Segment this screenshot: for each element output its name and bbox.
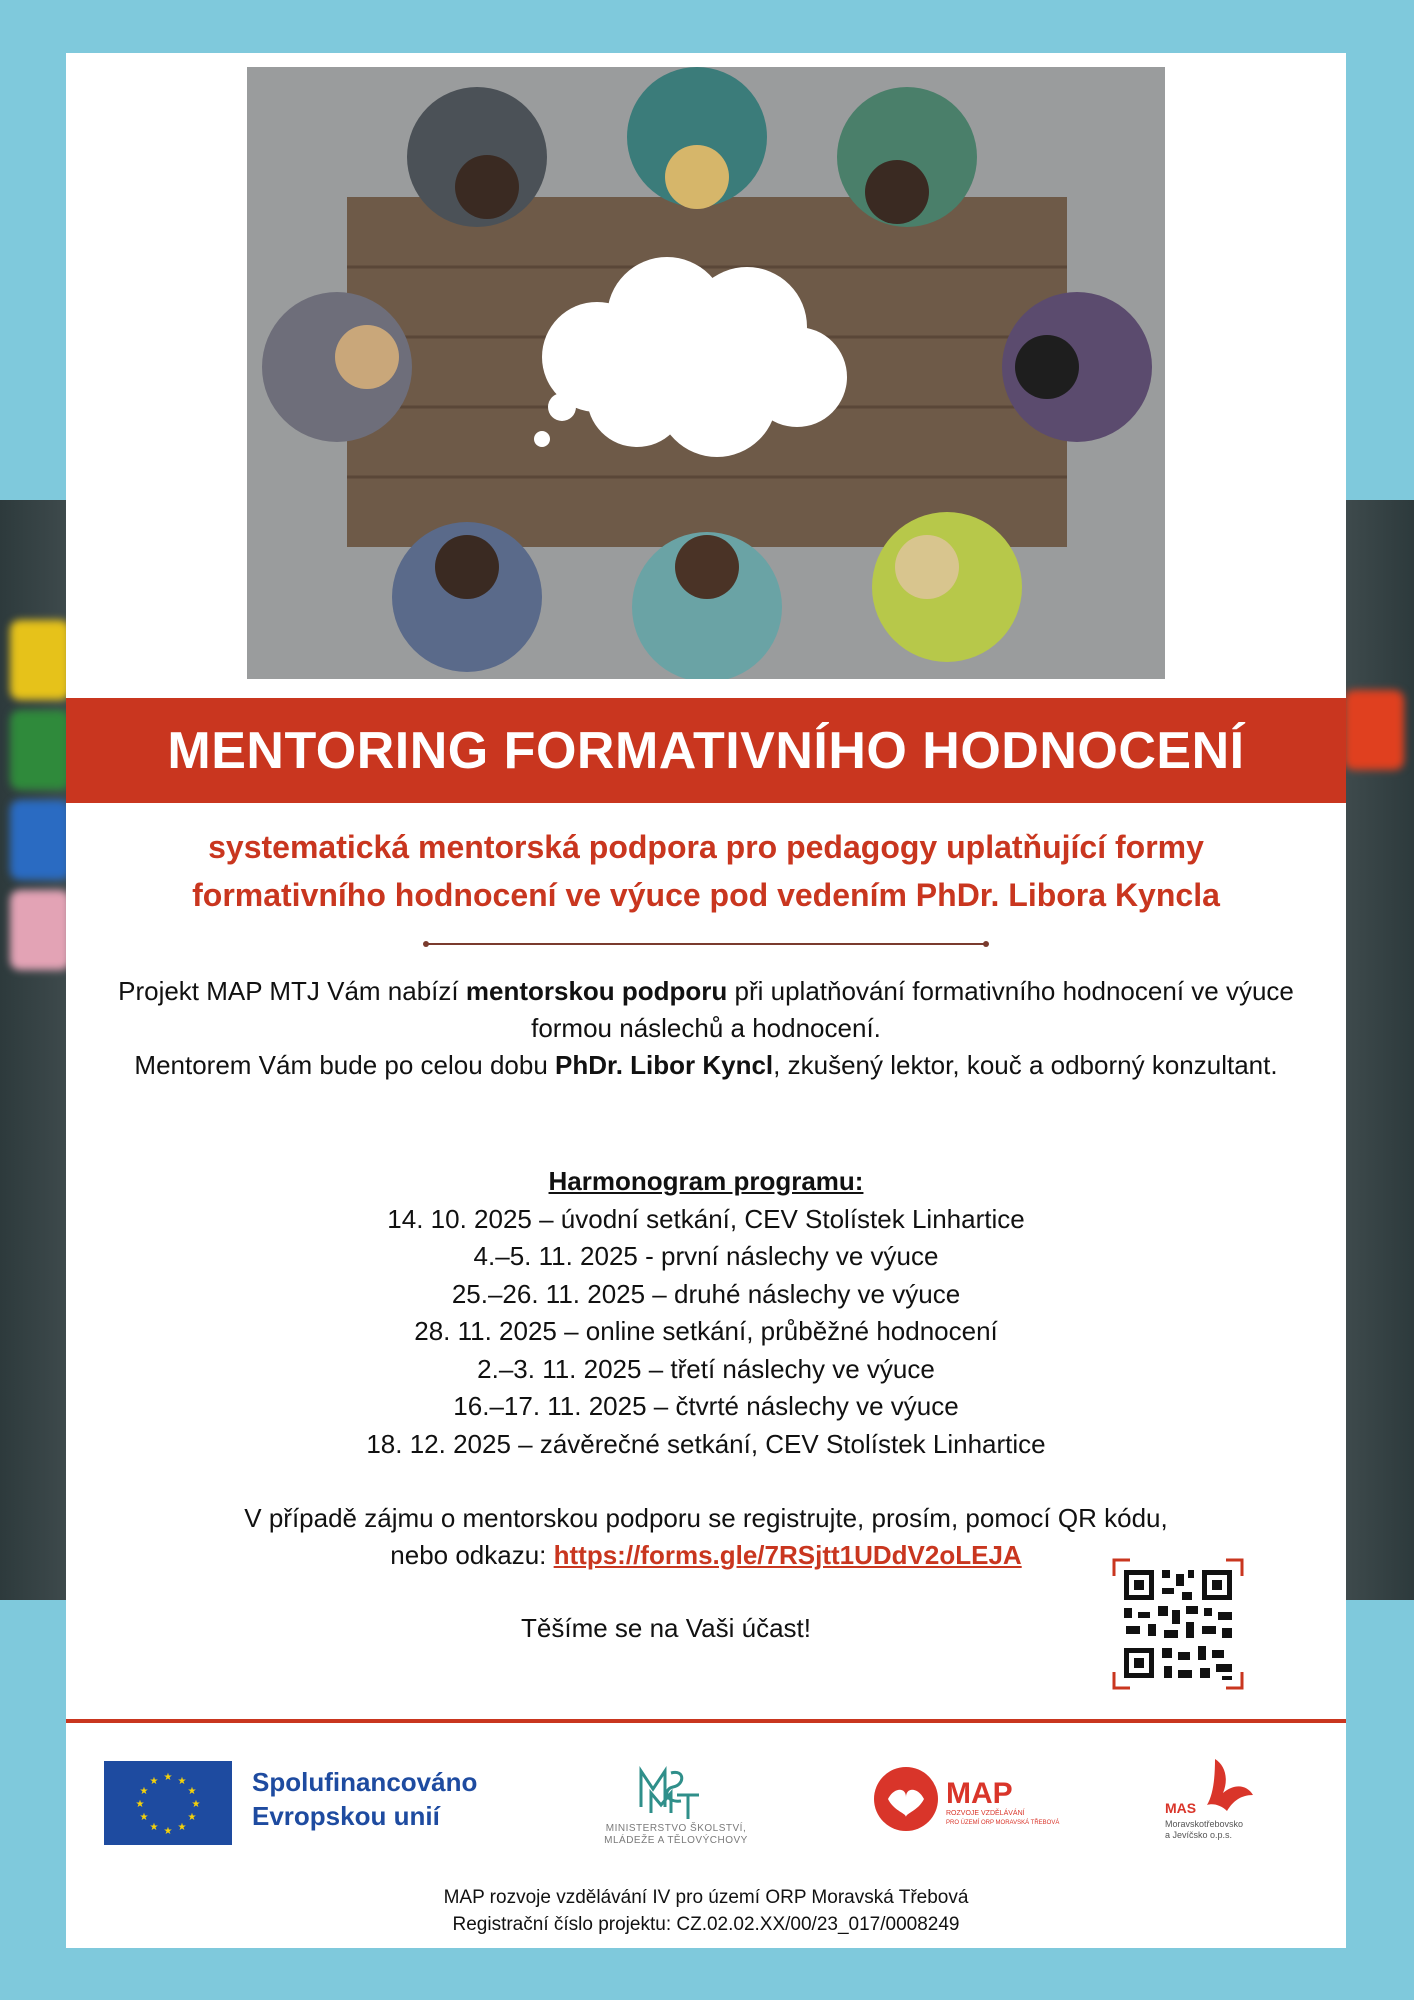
blurred-block-orange: [1344, 690, 1404, 770]
svg-text:★: ★: [139, 1812, 149, 1823]
footer-text: [66, 1884, 1346, 1938]
subtitle: [66, 823, 1346, 919]
mas-logo-icon: [1163, 1755, 1273, 1845]
msmt-label-line-2: MLÁDEŽE A TĚLOVÝCHOVY: [604, 1835, 748, 1846]
map-logo-sub-2: PRO ÚZEMÍ ORP MORAVSKÁ TŘEBOVÁ: [946, 1820, 1060, 1826]
intro-paragraph-1: [106, 973, 1306, 1047]
schedule-item: 16.–17. 11. 2025 – čtvrté náslechy ve výuce: [453, 1391, 959, 1421]
map-logo-name: MAP: [946, 1777, 1013, 1810]
poster-card: [66, 53, 1346, 1948]
intro-highlight-mentor: PhDr. Libor Kyncl: [555, 1050, 774, 1080]
intro-paragraph-2: [106, 1047, 1306, 1084]
map-logo-icon: [872, 1765, 1062, 1835]
svg-text:★: ★: [149, 1776, 159, 1787]
map-logo-sub-1: ROZVOJE VZDĚLÁVÁNÍ: [946, 1810, 1025, 1817]
footer-divider: [66, 1719, 1346, 1723]
intro-text-part: Mentorem Vám bude po celou dobu: [134, 1050, 556, 1080]
schedule-item: 4.–5. 11. 2025 - první náslechy ve výuce: [473, 1241, 939, 1271]
subtitle-line-2: formativního hodnocení ve výuce pod vedením PhDr. Libora Kyncla: [192, 877, 1220, 913]
mas-logo-sub-1: Moravskotřebovsko: [1165, 1819, 1244, 1829]
schedule-item: 14. 10. 2025 – úvodní setkání, CEV Stolístek Linhartice: [387, 1203, 1025, 1234]
intro-text: [106, 973, 1306, 1084]
intro-text-part: Projekt MAP MTJ Vám nabízí: [118, 976, 466, 1006]
footer-line-2: Registrační číslo projektu: CZ.02.02.XX/00/23_017/0008249: [452, 1914, 960, 1935]
schedule-item: 2.–3. 11. 2025 – třetí náslechy ve výuce: [477, 1353, 935, 1384]
mas-logo-name: MAS: [1165, 1800, 1197, 1816]
blurred-block-yellow: [10, 620, 70, 700]
blurred-block-green: [10, 710, 70, 790]
registration-link[interactable]: https://forms.gle/7RSjtt1UDdV2oLEJA: [553, 1540, 1022, 1570]
svg-text:★: ★: [163, 1772, 173, 1783]
meeting-photo-illustration: [247, 67, 1165, 679]
svg-text:★: ★: [177, 1822, 187, 1833]
svg-text:★: ★: [135, 1799, 145, 1810]
page-title: MENTORING FORMATIVNÍHO HODNOCENÍ: [167, 721, 1245, 780]
intro-text-part: při uplatňování formativního hodnocení ve výuce formou náslechů a hodnocení.: [531, 976, 1294, 1043]
svg-text:★: ★: [139, 1786, 149, 1797]
subtitle-line-1: systematická mentorská podpora pro pedagogy uplatňující formy: [208, 829, 1204, 865]
eu-cofinanced-label: [252, 1765, 477, 1833]
footer-line-1: MAP rozvoje vzdělávání IV pro území ORP Moravská Třebová: [443, 1887, 969, 1908]
schedule-item: 28. 11. 2025 – online setkání, průběžné hodnocení: [414, 1316, 998, 1346]
svg-text:★: ★: [149, 1822, 159, 1833]
schedule-item: 18. 12. 2025 – závěrečné setkání, CEV Stolístek Linhartice: [366, 1428, 1046, 1459]
svg-text:★: ★: [187, 1812, 197, 1823]
svg-text:★: ★: [177, 1776, 187, 1787]
svg-text:★: ★: [163, 1826, 173, 1837]
svg-text:★: ★: [191, 1799, 201, 1810]
schedule-item: 25.–26. 11. 2025 – druhé náslechy ve výuce: [451, 1278, 961, 1309]
blurred-block-blue: [10, 800, 70, 880]
qr-code-icon[interactable]: [1112, 1558, 1244, 1690]
intro-text-part: , zkušený lektor, kouč a odborný konzultant.: [773, 1050, 1278, 1080]
msmt-label-line-1: MINISTERSTVO ŠKOLSTVÍ,: [605, 1823, 747, 1834]
eu-flag-icon: [104, 1761, 232, 1845]
title-banner: [66, 698, 1346, 803]
eu-label-line-1: Spolufinancováno: [252, 1767, 478, 1797]
schedule-title: Harmonogram programu:: [548, 1166, 864, 1196]
msmt-label: [566, 1823, 786, 1847]
intro-highlight-mentoring: mentorskou podporu: [465, 976, 728, 1006]
registration-prefix: nebo odkazu:: [390, 1540, 554, 1570]
eu-label-line-2: Evropskou unií: [252, 1801, 440, 1831]
mas-logo-sub-2: a Jevíčsko o.p.s.: [1165, 1830, 1233, 1840]
registration-line-1: V případě zájmu o mentorskou podporu se registrujte, prosím, pomocí QR kódu,: [244, 1503, 1168, 1533]
blurred-block-pink: [10, 890, 70, 970]
divider: [426, 943, 986, 945]
thanks-text: Těšíme se na Vaši účast!: [521, 1613, 811, 1643]
meeting-photo: [247, 67, 1165, 679]
schedule: [106, 1163, 1306, 1463]
svg-text:★: ★: [187, 1786, 197, 1797]
